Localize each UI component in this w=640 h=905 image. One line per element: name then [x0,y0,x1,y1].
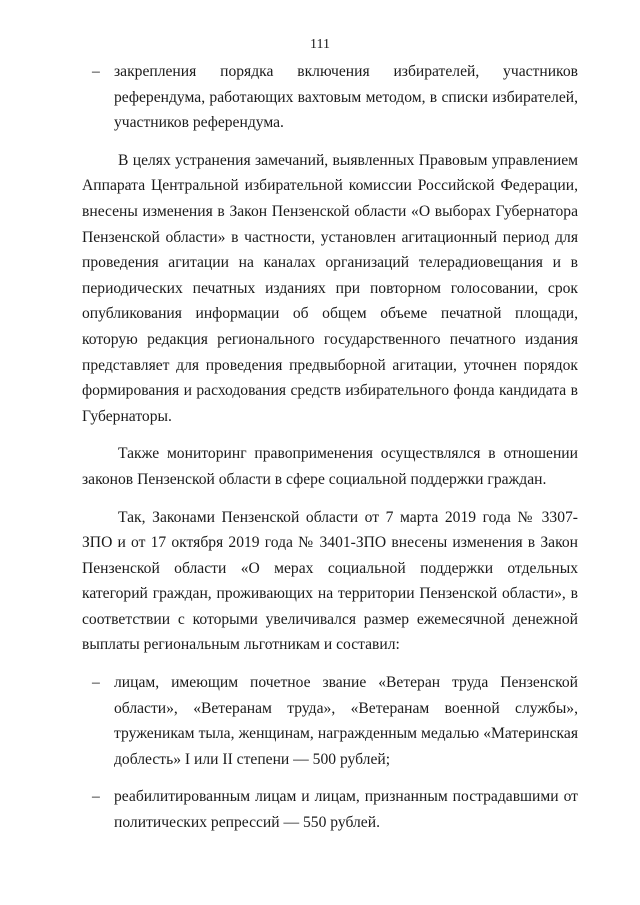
page-body [82,59,578,836]
bullet-list-top [82,59,578,136]
bullet-list-payments [82,670,578,836]
paragraph-regional-laws-amendments: Так, Законами Пензенской области от 7 марта 2019 года № 3307-ЗПО и от 17 октября 2019 года № 3401-ЗПО внесены изменения в Закон Пензенской области «О мерах социальной поддержки отдельных категорий граждан, проживающих на территории Пензенской области», в соответствии с которыми увеличивался размер ежемесячной денежной выплаты региональным льготникам и составил: [82,508,578,654]
paragraph-election-law-changes: В целях устранения замечаний, выявленных Правовым управлением Аппарата Центральной избирательной комиссии Российской Федерации, внесены изменения в Закон Пензенской области «О выборах Губернатора Пензенской области» в частности, установлен агитационный период для проведения агитации на каналах организаций телерадиовещания и в периодических печатных изданиях при повторном голосовании, срок опубликования информации об общем объеме печатной площади, которую редакция регионального государственного печатного издания представляет для проведения предвыборной агитации, уточнен порядок формирования и расходования средств избирательного фонда кандидата в Губернаторы. [82,151,578,425]
list-item [82,784,578,835]
list-item-text: реабилитированным лицам и лицам, признанным пострадавшими от политических репрессий — 550 рублей. [114,788,578,832]
dash-bullet-icon: – [92,788,100,806]
paragraph-social-support-monitoring: Также мониторинг правоприменения осуществлялся в отношении законов Пензенской области в сфере социальной поддержки граждан. [82,445,578,488]
list-item-text: лицам, имеющим почетное звание «Ветеран труда Пензенской области», «Ветеранам труда», «Ветеранам военной службы», труженикам тыла, женщинам, награжденным медалью «Материнская доблесть» I или II степени — 500 рублей; [114,674,578,768]
page-number: 111 [310,37,330,52]
list-item [82,670,578,772]
list-item [82,59,578,136]
dash-bullet-icon: – [92,63,100,80]
dash-bullet-icon: – [92,674,100,692]
list-item-text: закрепления порядка включения избирателей, участников референдума, работающих вахтовым методом, в списки избирателей, участников референдума. [114,63,578,132]
